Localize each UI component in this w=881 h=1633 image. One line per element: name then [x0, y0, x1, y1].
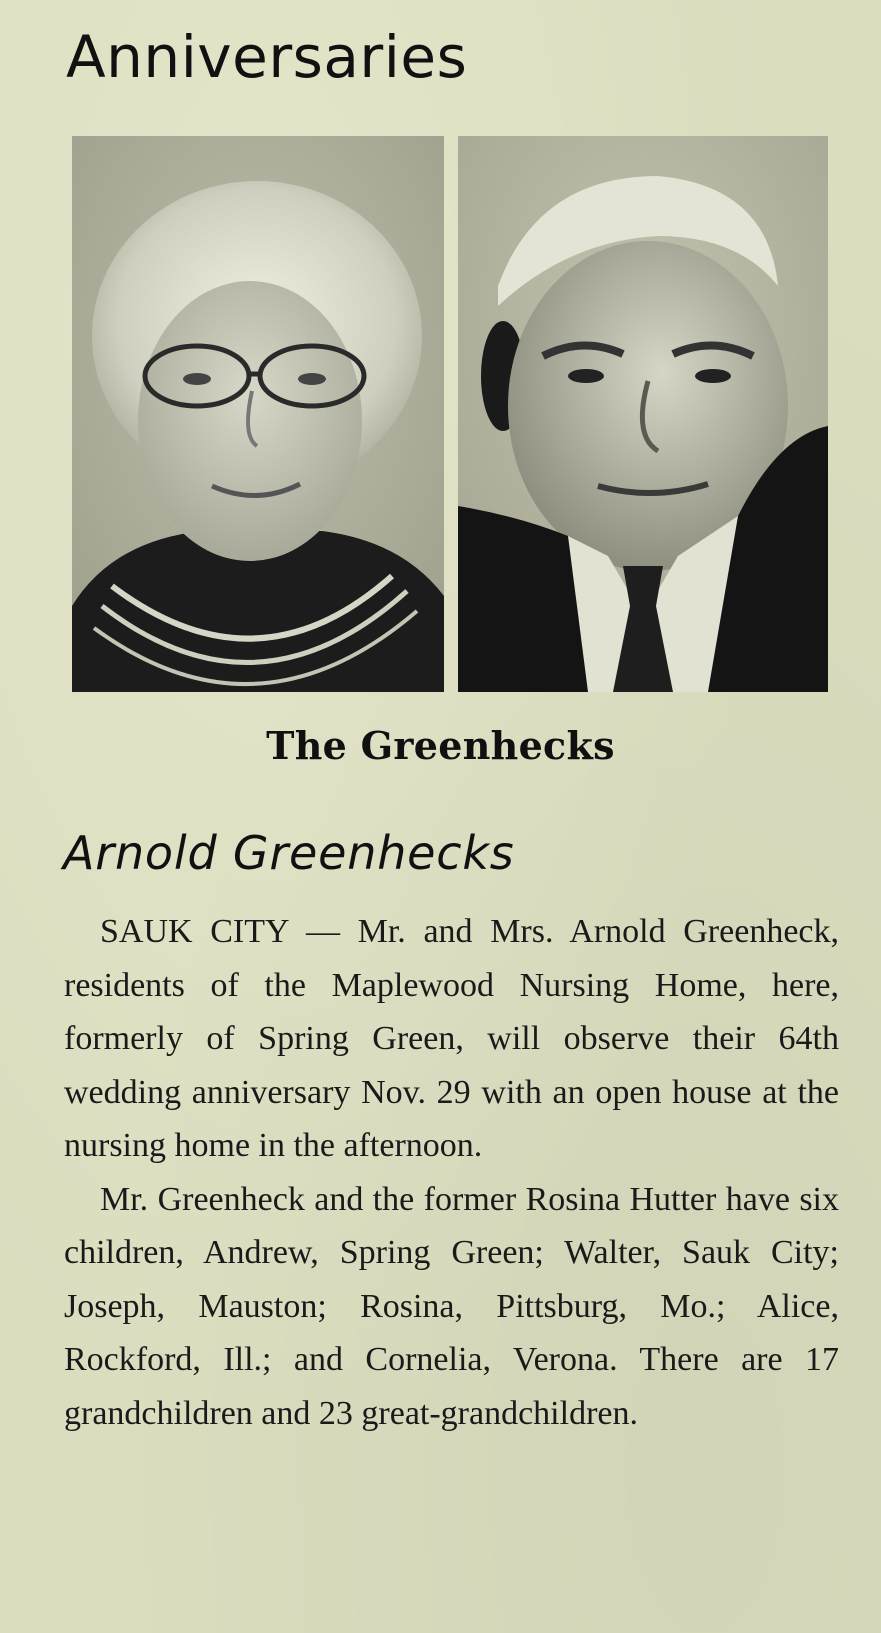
photo-caption: The Greenhecks [266, 723, 615, 768]
photo-woman [72, 136, 444, 692]
photo-man [458, 136, 828, 692]
article-paragraph: SAUK CITY — Mr. and Mrs. Arnold Greenheck, residents of the Maplewood Nursing Home, here, formerly of Spring Green, will observe their 64th wedding anniversary Nov. 29 with an open house at the nursing home in the afternoon. [64, 913, 839, 1164]
article-paragraph: Mr. Greenheck and the former Rosina Hutter have six children, Andrew, Spring Green; Walter, Sauk City; Joseph, Mauston; Rosina, Pittsburg, Mo.; Alice, Rockford, Ill.; and Cornelia, Verona. There are 17 grandchildren and 23 great-grandchildren. [64, 1180, 839, 1432]
article-body [64, 905, 839, 1440]
woman-portrait-image [72, 136, 444, 692]
section-title: Anniversaries [66, 23, 468, 91]
article-headline: Arnold Greenhecks [63, 826, 515, 880]
man-portrait-image [458, 136, 828, 692]
